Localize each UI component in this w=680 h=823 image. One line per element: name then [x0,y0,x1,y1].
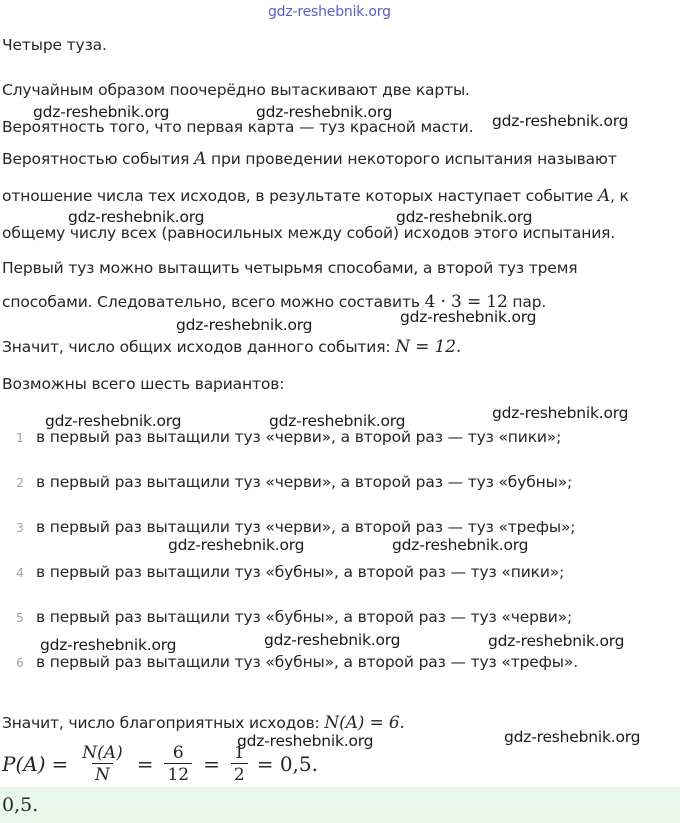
formula-lhs: P(A) [2,752,46,776]
ways-line-1: Первый туз можно вытащить четырьмя способами, а второй туз тремя [2,259,578,277]
list-item-number: 2 [16,476,24,490]
list-item-text: в первый раз вытащили туз «черви», а второй раз — туз «бубны»; [36,473,573,491]
watermark: gdz-reshebnik.org [400,308,537,326]
list-item-number: 6 [16,656,24,670]
ways-line-2: способами. Следовательно, всего можно составить 4 · 3 = 12 пар. [2,292,547,312]
list-item-text: в первый раз вытащили туз «черви», а второй раз — туз «трефы»; [36,518,576,536]
list-item-text: в первый раз вытащили туз «бубны», а второй раз — туз «трефы». [36,653,578,671]
watermark: gdz-reshebnik.org [492,404,629,422]
watermark: gdz-reshebnik.org [396,208,533,226]
watermark: gdz-reshebnik.org [33,103,170,121]
watermark: gdz-reshebnik.org [45,412,182,430]
watermark-top: gdz-reshebnik.org [268,4,391,20]
list-item-number: 5 [16,611,24,625]
formula-equals: = [51,752,69,776]
definition-line-2: отношение числа тех исходов, в результате которых наступает событие A, к [2,186,629,206]
problem-title: Четыре туза. [2,36,107,54]
watermark: gdz-reshebnik.org [256,103,393,121]
watermark: gdz-reshebnik.org [176,316,313,334]
list-item-number: 4 [16,566,24,580]
fraction-6-over-12: $\frac{6}{12}$ [164,743,192,786]
formula-result: = 0,5. [256,752,318,776]
answer-value: 0,5. [2,794,39,816]
answer-box [0,787,680,823]
list-item-number: 3 [16,521,24,535]
watermark: gdz-reshebnik.org [264,631,401,649]
favorable-outcomes: Значит, число благоприятных исходов: N(A) = 6. [2,713,405,733]
watermark: gdz-reshebnik.org [269,412,406,430]
fraction-n-a-over-n: $\frac{N(A)}{N}$ [82,742,123,785]
intro-text: Случайным образом поочерёдно вытаскивают две карты. [2,81,470,99]
variants-intro: Возможны всего шесть вариантов: [2,375,285,393]
definition-line-3: общему числу всех (равносильных между собой) исходов этого испытания. [2,224,616,242]
list-item-text: в первый раз вытащили туз «бубны», а второй раз — туз «пики»; [36,563,565,581]
question-text: Вероятность того, что первая карта — туз красной масти. [2,118,474,136]
watermark: gdz-reshebnik.org [492,112,629,130]
total-outcomes: Значит, число общих исходов данного события: N = 12. [2,337,462,357]
fraction-1-over-2: $\frac{1}{2}$ [231,743,248,786]
watermark: gdz-reshebnik.org [40,636,177,654]
watermark: gdz-reshebnik.org [237,732,374,750]
definition-line-1: Вероятностью события A при проведении некоторого испытания называют [2,149,617,169]
list-item-number: 1 [16,431,24,445]
list-item-text: в первый раз вытащили туз «черви», а второй раз — туз «пики»; [36,428,562,446]
probability-formula: P(A) = $\frac{N(A)}{N}$ = $\frac{6}{12}$ = $\frac{1}{2}$ = 0,5. [2,742,318,785]
watermark: gdz-reshebnik.org [504,728,641,746]
list-item-text: в первый раз вытащили туз «бубны», а второй раз — туз «черви»; [36,608,573,626]
watermark: gdz-reshebnik.org [168,536,305,554]
watermark: gdz-reshebnik.org [392,536,529,554]
watermark: gdz-reshebnik.org [488,632,625,650]
watermark: gdz-reshebnik.org [68,208,205,226]
